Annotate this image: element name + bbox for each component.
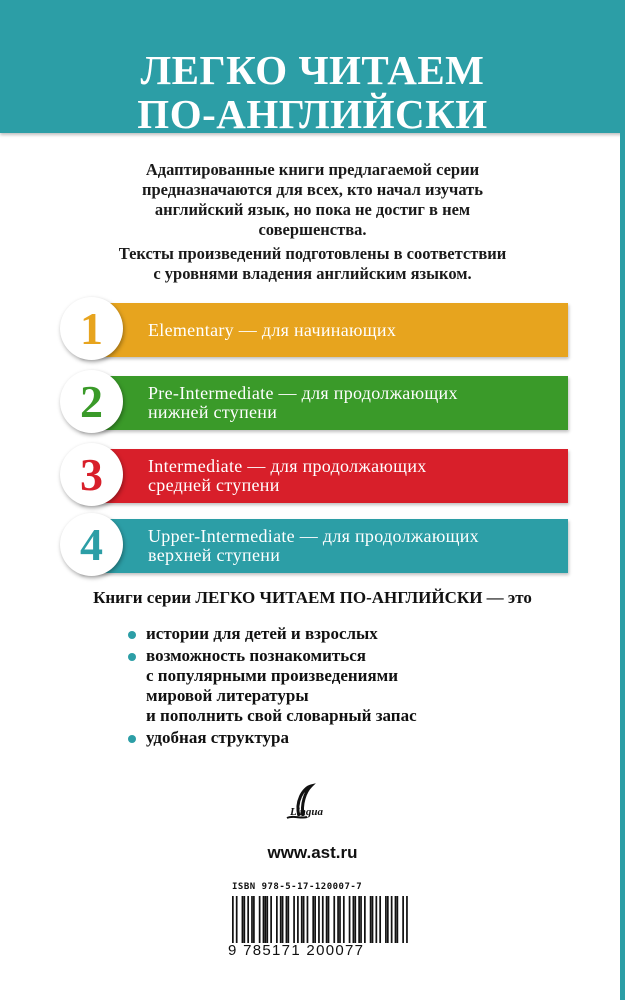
barcode-bar [372,896,374,943]
right-edge-stripe [620,133,625,1000]
bullet-dot-icon [128,653,136,661]
feature-item [128,646,558,726]
barcode-bar [395,896,397,943]
barcode-bar [286,896,288,943]
intro-paragraph-1 [95,160,530,240]
barcode-digits: 9 785171 200077 [228,942,365,959]
barcode-bar [265,896,267,943]
barcode-bar [243,896,245,943]
level-3-bar [80,449,568,503]
barcode-bar [247,896,249,943]
series-title-line2: ПО-АНГЛИЙСКИ [137,91,488,137]
level-2 [60,370,568,437]
barcode-bar [354,896,356,943]
level-2-label: Pre-Intermediate — для продолжающих [148,383,458,403]
barcode-bar [314,896,316,943]
feature-text: удобная структура [146,728,289,747]
barcode-bar [259,896,261,943]
barcode-bar [406,896,408,943]
barcode-bar [312,896,314,943]
intro-line: Тексты произведений подготовлены в соответствии [118,244,507,263]
barcode-bar [343,896,345,943]
level-2-bar [80,376,568,430]
level-3-number: 3 [60,443,123,506]
level-4 [60,513,568,580]
barcode-bar [387,896,389,943]
level-2-number: 2 [60,370,123,433]
barcode-bar [322,896,324,943]
barcode-bar [263,896,265,943]
barcode-bar [333,896,335,943]
barcode-bar [282,896,284,943]
feature-text: мировой литературы [146,686,309,705]
feature-text: с популярными произведениями [146,666,399,685]
barcode-bar [349,896,351,943]
barcode-bar [360,896,362,943]
barcode-bar [402,896,404,943]
intro-line: предназначаются для всех, кто начал изучать [142,180,483,199]
level-4-bar [80,519,568,573]
feature-text: истории для детей и взрослых [146,624,378,643]
barcode-bar [293,896,295,943]
barcode-bar [303,896,305,943]
barcode-bar [375,896,377,943]
feature-item [128,624,558,644]
barcode-bar [339,896,341,943]
publisher-logo-text: Lingua [290,806,324,818]
level-3 [60,443,568,510]
barcode-bar [253,896,255,943]
barcode-bar [287,896,289,943]
barcode-bar [307,896,309,943]
level-4-label: Upper-Intermediate — для продолжающих [148,526,479,546]
header-banner [0,0,625,137]
barcode-bar [326,896,328,943]
barcode-bar [358,896,360,943]
barcode-bar [266,896,268,943]
barcode-bar [379,896,381,943]
barcode-bar [236,896,238,943]
barcode-bar [297,896,299,943]
barcode-bar [364,896,366,943]
feature-item [128,728,558,748]
intro-line: Адаптированные книги предлагаемой серии [145,160,480,179]
barcode-bar [385,896,387,943]
level-4-number: 4 [60,513,123,576]
barcode-bar [391,896,393,943]
feature-list [128,624,558,750]
barcode-bar [318,896,320,943]
level-1-number: 1 [60,297,123,360]
level-1-label: Elementary — для начинающих [148,319,397,340]
feature-text: возможность познакомиться [146,646,366,665]
bullet-dot-icon [128,735,136,743]
intro-paragraph-2 [95,244,530,284]
publisher-website: www.ast.ru [267,843,358,862]
barcode-bar [276,896,278,943]
bullet-dot-icon [128,631,136,639]
barcode-bar [232,896,234,943]
barcode-bar [301,896,303,943]
level-1-bar [80,303,568,357]
barcode-bar [280,896,282,943]
barcode-bar [328,896,330,943]
intro-line: английский язык, но пока не достиг в нем [154,200,471,219]
barcode-bar [242,896,244,943]
series-description: Книги серии ЛЕГКО ЧИТАЕМ ПО-АНГЛИЙСКИ — это [93,588,532,607]
barcode-icon [232,896,408,943]
level-4-sublabel: верхней ступени [148,545,281,565]
level-2-sublabel: нижней ступени [148,402,278,422]
series-title [0,48,625,136]
series-title-line1: ЛЕГКО ЧИТАЕМ [140,47,485,93]
level-3-label: Intermediate — для продолжающих [148,456,427,476]
barcode-bar [337,896,339,943]
level-3-sublabel: средней ступени [148,475,280,495]
barcode-bar [270,896,272,943]
feature-text: и пополнить свой словарный запас [146,706,417,725]
barcode-bar [397,896,399,943]
barcode-bar [251,896,253,943]
barcode-bar [370,896,372,943]
lingua-logo-icon [273,782,333,827]
isbn-label: ISBN 978-5-17-120007-7 [232,882,363,892]
intro-line: с уровнями владения английским языком. [153,264,472,283]
barcode-bar [353,896,355,943]
level-1 [60,297,568,364]
intro-line: совершенства. [258,220,367,239]
